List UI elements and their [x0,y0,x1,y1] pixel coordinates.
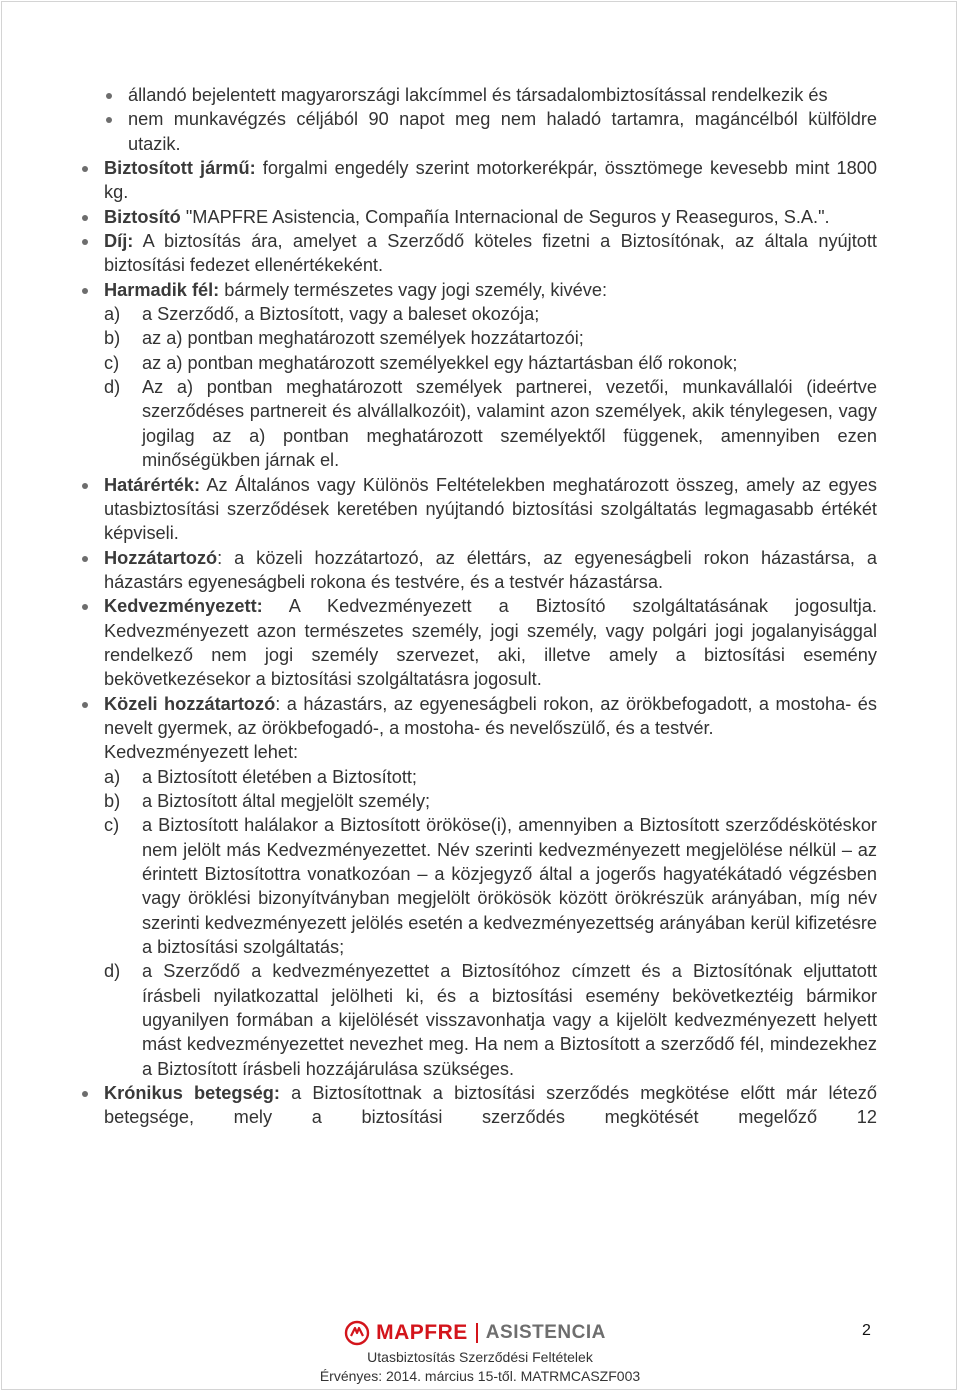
list-item: c) a Biztosított halálakor a Biztosított örököse(i), amennyiben a Biztosított szerződéskötéskor nem jelölt más Kedvezményezettet. Név szerinti kedvezményezett megjelölése nélkül – az érintett Biztosítottra vonatkozóan – a közjegyző által a jogerős hagyatékátadó végzésben vagy öröklési bizonyítványban megjelölt örökösök között örökrészük arányában, míg név szerinti kedvezményezett jelölés esetén a kedvezményezettség arányában kerül kifizetésre a biztosítási szolgáltatás; [104,815,877,958]
bullet-icon [82,556,88,562]
list-item: d) Az a) pontban meghatározott személyek partnerei, vezetői, munkavállalói (ideértve szerződéses partnereit és alvállalkozóit), valamint azon személyek, akik ténylegesen, vagy jogilag az a) pontban meghatározott személyektől függenek, amennyiben ezen minőségükben járnak el. [104,377,877,471]
bullet-icon [82,702,88,708]
brand-suffix: ASISTENCIA [485,1322,606,1343]
bullet-icon [82,483,88,489]
list-item: d) a Szerződő a kedvezményezettet a Biztosítóhoz címzett és a Biztosítónak eljuttatott írásbeli nyilatkozattal jelölheti ki, és a biztosítási esemény bekövetkeztéig bármikor ugyanilyen formában a kijelölését visszavonhatja vagy a kijelölt kedvezményezett helyett mást kedvezményezettet nevezhet meg. Ha nem a Biztosított a szerződő fél, mindezekhez a Biztosított írásbeli hozzájárulása szükséges. [104,961,877,1079]
document-body [80,83,877,1130]
term: Közeli hozzátartozó [104,693,276,714]
list-item: a) a Szerződő, a Biztosított, vagy a baleset okozója; [104,304,540,325]
validity-line: Érvényes: 2014. március 15-től. MATRMCASZF003 [319,1368,641,1384]
brand-separator [476,1323,478,1343]
definition-biztosito: Biztosító "MAPFRE Asistencia, Compañía Internacional de Seguros y Reaseguros, S.A.". [80,205,877,229]
term: Hozzátartozó [104,547,218,568]
definition-dij: Díj: A biztosítás ára, amelyet a Szerződő köteles fizetni a Biztosítónak, az általa nyújtott biztosítási fedezet ellenértékeként. [80,229,877,278]
bullet-icon [82,239,88,245]
list-item: b) a Biztosított által megjelölt személy; [104,790,431,811]
list-item: állandó bejelentett magyarországi lakcímmel és társadalombiztosítással rendelkezik és [80,83,877,107]
bullet-icon [82,604,88,610]
definition-hozzatartozo: Hozzátartozó: a közeli hozzátartozó, az élettárs, az egyeneságbeli rokon házastársa, a házastárs egyeneságbeli rokona és testvére, és a testvér házastársa. [80,546,877,595]
bullet-icon [82,288,88,294]
mapfre-logo [0,1318,960,1348]
term: Kedvezményezett: [104,596,263,617]
page-number: 2 [862,1322,871,1339]
term: Krónikus betegség: [104,1083,280,1104]
mapfre-logo-icon [344,1320,370,1346]
kedvezmenyezett-lehet: Kedvezményezett lehet: [104,742,299,763]
bullet-icon [82,1091,88,1097]
list-item: c) az a) pontban meghatározott személyekkel egy háztartásban élő rokonok; [104,352,738,373]
document-title: Utasbiztosítás Szerződési Feltételek [367,1349,593,1365]
list-item: nem munkavégzés céljából 90 napot meg nem haladó tartamra, magáncélból külföldre utazik. [80,107,877,156]
term: Díj: [104,231,134,252]
definition-biztositott-jarmu: Biztosított jármű: forgalmi engedély szerint motorkerékpár, össztömege kevesebb mint 1800 kg. [80,156,877,205]
bullet-icon [82,215,88,221]
page-footer [0,1318,960,1386]
definition-kronikus-betegseg: Krónikus betegség: a Biztosítottnak a biztosítási szerződés megkötése előtt már létező betegsége, mely a biztosítási szerződés megkötését megelőző 12 [80,1081,877,1130]
definition-harmadik-fel: Harmadik fél: bármely természetes vagy jogi személy, kivéve: a) a Szerződő, a Biztosított, vagy a baleset okozója; b) az a) pontban meghatározott személyek hozzátartozói; c) az a) pontban meghatározott személyekkel egy háztartásban élő rokonok; d) Az a) pontban meghatározott személyek partnerei, vezetői, munkavállalói (ideértve szerződéses partnereit és alvállalkozóit), valamint azon személyek, akik ténylegesen, vagy jogilag az a) pontban meghatározott személyektől függenek, amennyiben ezen minőségükben járnak el. [80,278,877,473]
list-item: b) az a) pontban meghatározott személyek hozzátartozói; [104,328,584,349]
term: Biztosított jármű: [104,158,256,179]
definition-hatarertek: Határérték: Az Általános vagy Különös Feltételekben meghatározott összeg, amely az egyes utasbiztosítási szerződések keretében nyújtandó biztosítási szolgáltatás legmagasabb értékét képviseli. [80,473,877,546]
bullet-icon [106,117,112,123]
brand-name: MAPFRE [376,1321,468,1344]
term: Határérték: [104,474,201,495]
definition-kozeli-hozzatartozo: Közeli hozzátartozó: a házastárs, az egyeneságbeli rokon, az örökbefogadott, a mostoha- és nevelt gyermek, az örökbefogadó-, a mostoha- és nevelőszülő, és a testvér. Kedvezményezett lehet: a) a Biztosított életében a Biztosított; b) a Biztosított által megjelölt személy; c) a Biztosított halálakor a Biztosított örököse(i), amennyiben a Biztosított szerződéskötéskor nem jelölt más Kedvezményezettet. Név szerinti kedvezményezett megjelölése nélkül – az érintett Biztosítottra vonatkozóan – a közjegyző által a jogerős hagyatékátadó végzésben vagy öröklési bizonyítványban megjelölt örökösök között örökrészük arányában, míg név szerinti kedvezményezett jelölés esetén a kedvezményezettség arányában kerül kifizetésre a biztosítási szolgáltatás; d) a Szerződő a kedvezményezettet a Biztosítóhoz címzett és a Biztosítónak eljuttatott írásbeli nyilatkozattal jelölheti ki, és a biztosítási esemény bekövetkeztéig bármikor ugyanilyen formában a kijelölését visszavonhatja vagy a kijelölt kedvezményezett helyett mást kedvezményezettet nevezhet meg. Ha nem a Biztosított a szerződő fél, mindezekhez a Biztosított írásbeli hozzájárulása szükséges. [80,692,877,1082]
definition-kedvezmenyezett: Kedvezményezett: A Kedvezményezett a Biztosító szolgáltatásának jogosultja. Kedvezményezett azon természetes személy, jogi személy, vagy polgári jogi jogalanyisággal rendelkező nem jogi személy szervezet, aki, illetve amely a biztosítási esemény bekövetkezésekor a biztosítási szolgáltatásra jogosult. [80,594,877,691]
term: Biztosító [104,206,181,227]
term: Harmadik fél: [104,279,220,300]
bullet-icon [106,93,112,99]
list-item: a) a Biztosított életében a Biztosított; [104,766,417,787]
bullet-icon [82,166,88,172]
